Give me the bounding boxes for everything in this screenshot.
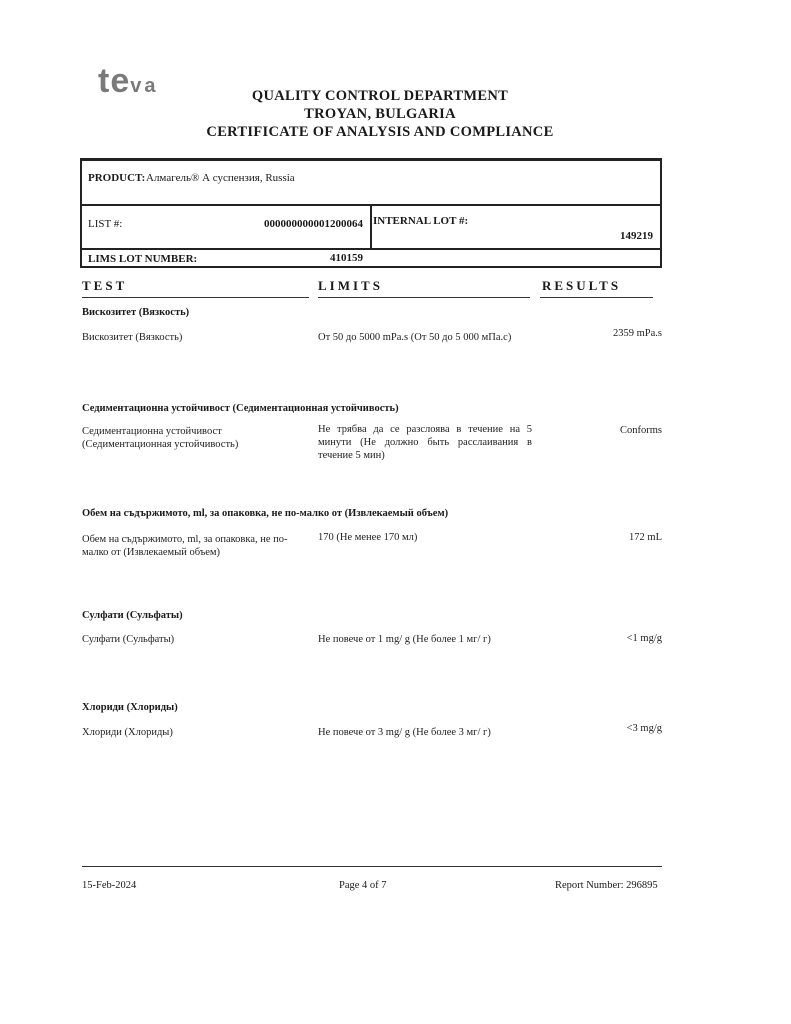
test-result: Conforms: [620, 425, 662, 436]
column-results-rule: [540, 297, 653, 298]
lims-label: LIMS LOT NUMBER:: [88, 253, 198, 265]
lims-value: 410159: [330, 252, 363, 264]
test-name: Вискозитет (Вязкость): [82, 332, 183, 343]
section-title: Обем на съдържимото, ml, за опаковка, не по-малко от (Извлекаемый объем): [82, 508, 449, 519]
test-limit: От 50 до 5000 mPa.s (От 50 до 5 000 мПа.с): [318, 332, 512, 343]
column-limits: LIMITS: [318, 278, 383, 293]
test-name: Хлориди (Хлориды): [82, 727, 173, 738]
test-name: Сулфати (Сульфаты): [82, 634, 175, 645]
certificate-title: CERTIFICATE OF ANALYSIS AND COMPLIANCE: [206, 124, 554, 140]
footer-rule: [82, 866, 662, 867]
department-title: QUALITY CONTROL DEPARTMENT: [251, 88, 509, 104]
list-box: [80, 206, 662, 250]
product-label: PRODUCT:: [88, 172, 146, 184]
column-results: RESULTS: [542, 278, 622, 293]
logo-tail: va: [130, 75, 159, 97]
test-limit: Не повече от 3 mg/ g (Не более 3 мг/ г): [318, 727, 491, 738]
test-limit: Не повече от 1 mg/ g (Не более 1 мг/ г): [318, 634, 491, 645]
footer-date: 15-Feb-2024: [82, 880, 137, 891]
list-label: LIST #:: [88, 218, 123, 230]
test-result: 2359 mPa.s: [612, 328, 662, 339]
test-result: 172 mL: [629, 532, 662, 543]
internal-lot-label: INTERNAL LOT #:: [373, 215, 469, 227]
test-name: Обем на съдържимото, ml, за опаковка, не по-малко от (Извлекаемый объем): [82, 534, 288, 558]
column-test: TEST: [82, 278, 128, 293]
footer-report-number: Report Number: 296895: [555, 880, 658, 891]
list-divider: [370, 206, 372, 248]
column-test-rule: [82, 297, 309, 298]
teva-logo: [98, 62, 158, 101]
test-result: <3 mg/g: [626, 723, 662, 734]
footer-page: Page 4 of 7: [339, 880, 387, 891]
list-value: 000000000001200064: [264, 218, 363, 230]
product-value: Алмагель® А суспензия, Russia: [146, 172, 295, 184]
internal-lot-value: 149219: [620, 230, 653, 242]
section-title: Хлориди (Хлориды): [82, 702, 178, 713]
section-title: Седиментационна устойчивост (Седиментационная устойчивость): [82, 403, 399, 414]
section-title: Вискозитет (Вязкость): [82, 307, 190, 318]
column-limits-rule: [318, 297, 530, 298]
section-title: Сулфати (Сульфаты): [82, 610, 183, 621]
location-title: TROYAN, BULGARIA: [304, 106, 456, 122]
test-limit: Не трябва да се разслоява в течение на 5 минути (Не должно быть расслаивания в течение 5 мин): [318, 424, 532, 461]
test-limit: 170 (Не менее 170 мл): [318, 532, 418, 543]
test-result: <1 mg/g: [626, 633, 662, 644]
test-name: Седиментационна устойчивост (Седиментационная устойчивость): [82, 426, 239, 450]
logo-main: te: [98, 62, 131, 100]
